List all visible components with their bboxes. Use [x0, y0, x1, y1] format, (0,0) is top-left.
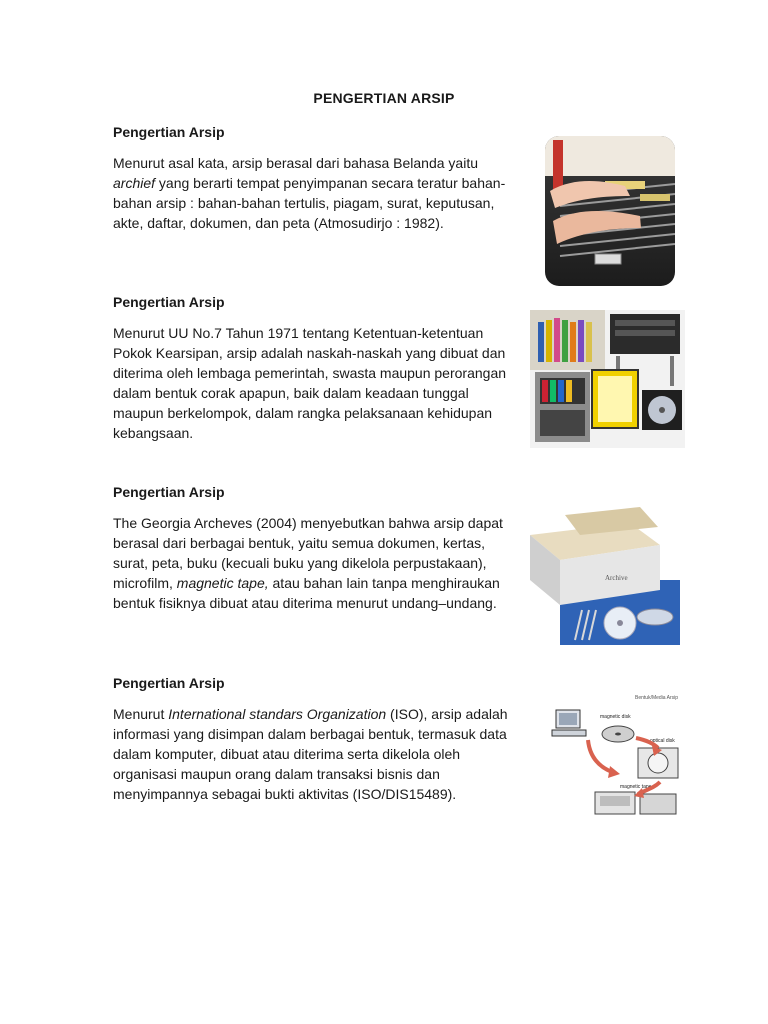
diagram-storage-media	[550, 690, 690, 820]
label-magnetic-tape: magnetic tape	[620, 784, 652, 790]
section-heading: Pengertian Arsip	[113, 124, 225, 140]
section-heading: Pengertian Arsip	[113, 484, 225, 500]
box-label: Archive	[605, 574, 628, 582]
section-paragraph: Menurut International standars Organization (ISO), arsip adalah informasi yang disimpan dalam berbagai bentuk, termasuk data dalam komputer, dibuat atau diterima serta dikelola oleh organisasi maupun orang dalam transaksi bisnis dan menyimpannya sebagai bukti aktivitas (ISO/DIS15489).	[113, 706, 508, 802]
section-heading: Pengertian Arsip	[113, 675, 225, 691]
section-uu-definition	[113, 293, 508, 443]
section-paragraph: The Georgia Archeves (2004) menyebutkan bahwa arsip dapat berasal dari berbagai bentuk, yaitu semua dokumen, kertas, surat, peta, buku (kecuali buku yang dikelola perpustakaan), microfilm, magnetic tape, atau bahan lain tanpa menghiraukan bentuk fisiknya dibuat atau diterima menurut undang–undang.	[113, 515, 503, 611]
section-iso-definition	[113, 674, 508, 804]
photo-hanging-files	[545, 136, 675, 286]
label-optical-disk: optical disk	[650, 738, 675, 744]
section-georgia-definition	[113, 483, 508, 613]
photo-archive-box	[520, 505, 680, 645]
page-title: PENGERTIAN ARSIP	[313, 90, 455, 106]
label-magnetic-disk: magnetic disk	[600, 714, 631, 720]
diagram-caption: Bentuk/Media Arsip	[635, 695, 679, 701]
section-paragraph: Menurut asal kata, arsip berasal dari bahasa Belanda yaitu archief yang berarti tempat penyimpanan secara teratur bahan-bahan arsip : bahan-bahan tertulis, piagam, surat, keputusan, akte, daftar, dokumen, dan peta (Atmosudirjo : 1982).	[113, 155, 506, 231]
photo-filing-equipment	[530, 310, 685, 448]
section-heading: Pengertian Arsip	[113, 294, 225, 310]
section-paragraph: Menurut UU No.7 Tahun 1971 tentang Ketentuan-ketentuan Pokok Kearsipan, arsip adalah naskah-naskah yang dibuat dan diterima oleh lembaga pemerintah, swasta maupun perorangan dalam bentuk corak apapun, baik dalam keadaan tunggal maupun berkelompok, dalam rangka pelaksanaan kehidupan kebangsaan.	[113, 325, 507, 441]
section-etymology	[113, 123, 508, 233]
